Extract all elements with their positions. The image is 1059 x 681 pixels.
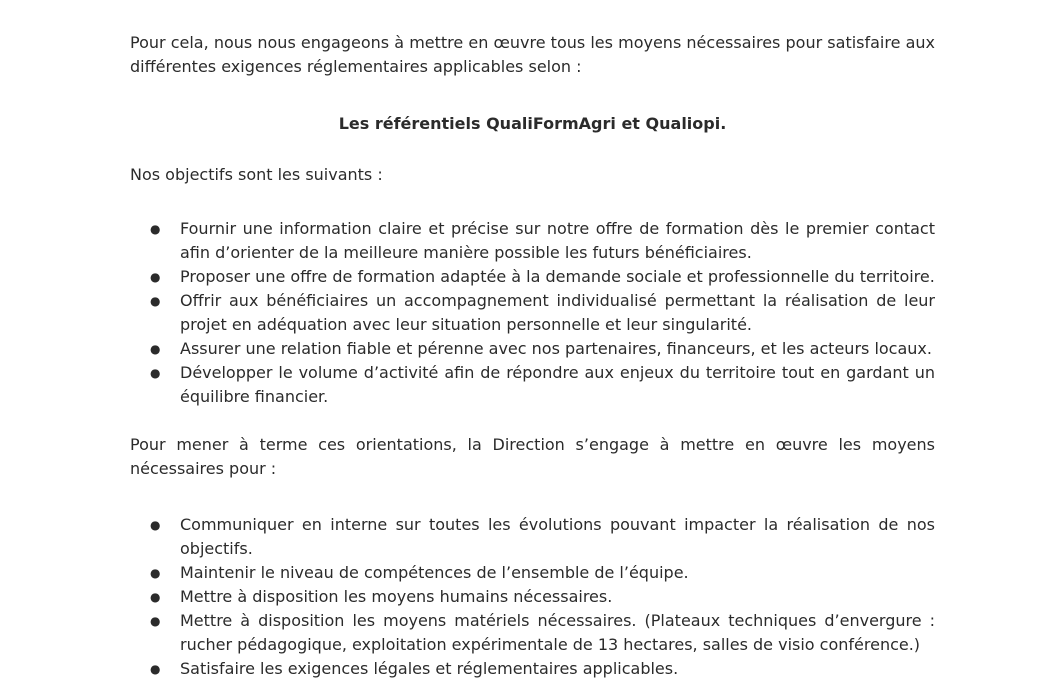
commitment-text: Mettre à disposition les moyens humains nécessaires. <box>180 587 613 606</box>
bullet-icon: ● <box>150 366 161 380</box>
bullet-icon: ● <box>150 518 161 532</box>
bullet-icon: ● <box>150 342 161 356</box>
objective-text: Fournir une information claire et précise sur notre offre de formation dès le premier contact afin d’orienter de la meilleure manière possible les futurs bénéficiaires. <box>180 219 935 262</box>
bullet-icon: ● <box>150 566 161 580</box>
commitment-text: Satisfaire les exigences légales et réglementaires applicables. <box>180 659 679 678</box>
list-item <box>130 609 935 657</box>
list-item <box>130 561 935 585</box>
list-item <box>130 265 935 289</box>
objective-text: Assurer une relation fiable et pérenne avec nos partenaires, financeurs, et les acteurs locaux. <box>180 339 932 358</box>
objective-text: Proposer une offre de formation adaptée à la demande sociale et professionnelle du territoire. <box>180 267 935 286</box>
list-item <box>130 657 935 681</box>
list-item <box>130 585 935 609</box>
objective-text: Développer le volume d’activité afin de répondre aux enjeux du territoire tout en gardant un équilibre financier. <box>180 363 935 406</box>
commitment-text: Maintenir le niveau de compétences de l’ensemble de l’équipe. <box>180 563 689 582</box>
bullet-icon: ● <box>150 614 161 628</box>
bullet-icon: ● <box>150 662 161 676</box>
bullet-icon: ● <box>150 590 161 604</box>
objective-text: Offrir aux bénéficiaires un accompagnement individualisé permettant la réalisation de leur projet en adéquation avec leur situation personnelle et leur singularité. <box>180 291 935 334</box>
list-item <box>130 217 935 265</box>
direction-intro: Pour mener à terme ces orientations, la Direction s’engage à mettre en œuvre les moyens nécessaires pour : <box>130 435 935 478</box>
commitment-text: Mettre à disposition les moyens matériels nécessaires. (Plateaux techniques d’envergure : rucher pédagogique, exploitation expérimentale de 13 hectares, salles de visio conférence.) <box>180 611 935 654</box>
bullet-icon: ● <box>150 294 161 308</box>
intro-paragraph: Pour cela, nous nous engageons à mettre en œuvre tous les moyens nécessaires pour satisfaire aux différentes exigences réglementaires applicables selon : <box>130 33 935 76</box>
commitment-text: Communiquer en interne sur toutes les évolutions pouvant impacter la réalisation de nos objectifs. <box>180 515 935 558</box>
referential-heading: Les référentiels QualiFormAgri et Qualiopi. <box>338 114 727 133</box>
bullet-icon: ● <box>150 222 161 236</box>
list-item <box>130 513 935 561</box>
commitments-list <box>130 513 935 681</box>
list-item <box>130 361 935 409</box>
list-item <box>130 289 935 337</box>
bullet-icon: ● <box>150 270 161 284</box>
list-item <box>130 337 935 361</box>
objectives-intro: Nos objectifs sont les suivants : <box>130 165 383 184</box>
objectives-list <box>130 217 935 409</box>
